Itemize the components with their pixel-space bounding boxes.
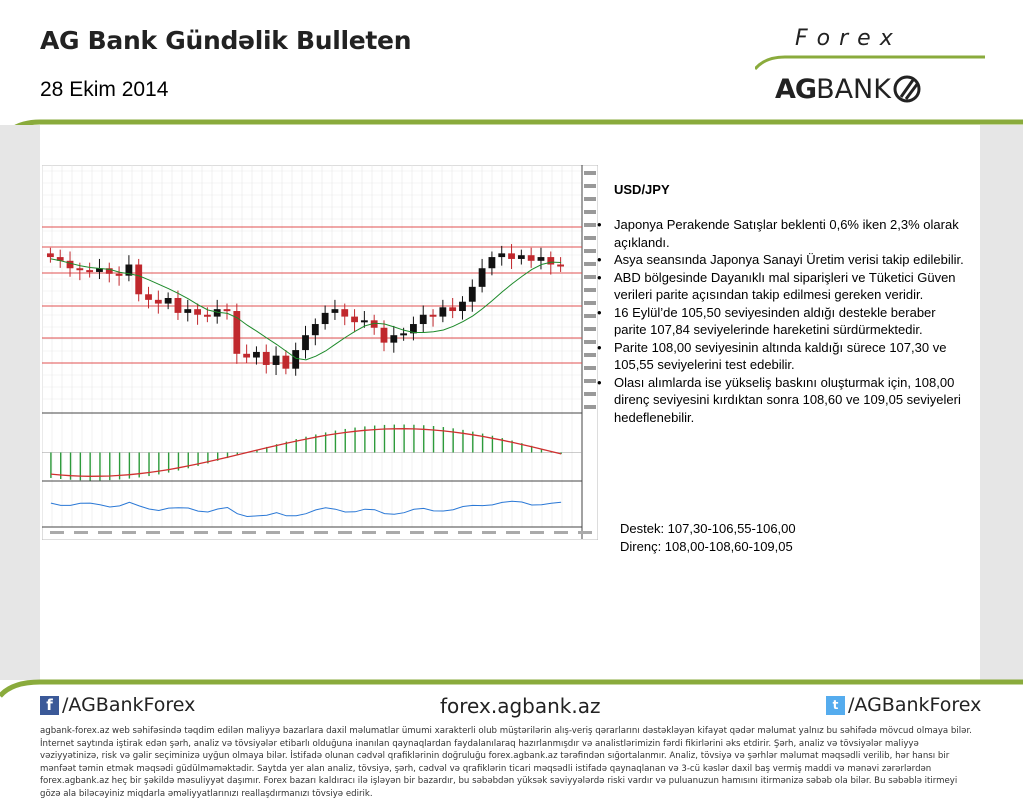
forex-label: Forex bbox=[795, 26, 902, 51]
date-tick-mark bbox=[578, 531, 592, 534]
bullet-text: 16 Eylül’de 105,50 seviyesinden aldığı destekle beraber parite 107,84 seviyelerinde hareketini sürdürmektedir. bbox=[614, 304, 936, 337]
candle-body bbox=[194, 309, 201, 315]
price-tick-mark bbox=[584, 340, 596, 344]
candle-body bbox=[67, 261, 74, 268]
currency-pair-heading: USD/JPY bbox=[614, 182, 670, 197]
candle-body bbox=[273, 356, 280, 365]
candle-body bbox=[263, 352, 270, 365]
candle-body bbox=[175, 298, 182, 313]
logo-ag: AG bbox=[775, 73, 817, 105]
candle-body bbox=[361, 320, 368, 322]
candle-body bbox=[547, 257, 554, 264]
candle-body bbox=[469, 287, 476, 302]
candle-body bbox=[420, 315, 427, 324]
date-tick-mark bbox=[146, 531, 160, 534]
price-tick-mark bbox=[584, 327, 596, 331]
date-tick-mark bbox=[194, 531, 208, 534]
date-tick-mark bbox=[170, 531, 184, 534]
date-tick-mark bbox=[482, 531, 496, 534]
date-tick-mark bbox=[434, 531, 448, 534]
candle-body bbox=[479, 268, 486, 287]
support-levels: Destek: 107,30-106,55-106,00 bbox=[620, 521, 796, 536]
candle-body bbox=[430, 315, 437, 317]
bullet-text: Japonya Perakende Satışlar beklenti 0,6% iken 2,3% olarak açıklandı. bbox=[614, 217, 959, 250]
price-tick-mark bbox=[584, 184, 596, 188]
candle-body bbox=[557, 265, 564, 267]
analysis-bullet-list bbox=[597, 216, 969, 426]
candle-body bbox=[76, 268, 83, 270]
price-tick-mark bbox=[584, 262, 596, 266]
header-accent-line bbox=[755, 54, 985, 70]
candle-body bbox=[489, 257, 496, 268]
date-tick-mark bbox=[530, 531, 544, 534]
date-tick-mark bbox=[338, 531, 352, 534]
price-tick-mark bbox=[584, 171, 596, 175]
bullet-text: ABD bölgesinde Dayanıklı mal siparişleri ve Tüketici Güven verileri parite açısından takip edilmesi gereken veridir. bbox=[614, 269, 956, 302]
left-margin bbox=[0, 125, 40, 680]
date-tick-mark bbox=[506, 531, 520, 534]
date-tick-mark bbox=[554, 531, 568, 534]
price-tick-mark bbox=[584, 249, 596, 253]
candle-body bbox=[518, 255, 525, 259]
candle-body bbox=[47, 253, 54, 257]
date-tick-mark bbox=[266, 531, 280, 534]
date-tick-mark bbox=[74, 531, 88, 534]
candle-body bbox=[459, 302, 466, 311]
support-resistance bbox=[620, 520, 796, 555]
price-tick-mark bbox=[584, 197, 596, 201]
bullet-dot: • bbox=[597, 217, 602, 232]
date-tick-mark bbox=[314, 531, 328, 534]
facebook-handle: /AGBankForex bbox=[62, 694, 196, 716]
twitter-handle: /AGBankForex bbox=[848, 694, 982, 716]
twitter-link[interactable] bbox=[826, 694, 981, 716]
candle-body bbox=[439, 307, 446, 316]
price-tick-mark bbox=[584, 366, 596, 370]
price-tick-mark bbox=[584, 236, 596, 240]
candle-body bbox=[351, 317, 358, 323]
candle-body bbox=[292, 350, 299, 369]
candle-body bbox=[204, 315, 211, 317]
bullet-dot: • bbox=[597, 374, 602, 390]
analysis-bullet bbox=[597, 304, 969, 339]
candle-body bbox=[528, 255, 535, 261]
date-tick-mark bbox=[218, 531, 232, 534]
candle-body bbox=[145, 294, 152, 300]
candle-body bbox=[381, 328, 388, 343]
analysis-bullet bbox=[597, 216, 969, 251]
resistance-levels: Direnç: 108,00-108,60-109,05 bbox=[620, 538, 793, 554]
candle-body bbox=[508, 253, 515, 259]
price-tick-mark bbox=[584, 301, 596, 305]
candle-body bbox=[253, 352, 260, 358]
date-tick-mark bbox=[98, 531, 112, 534]
agbank-logo bbox=[775, 72, 922, 106]
date-tick-mark bbox=[386, 531, 400, 534]
date-tick-mark bbox=[242, 531, 256, 534]
price-tick-mark bbox=[584, 405, 596, 409]
candle-body bbox=[498, 253, 505, 257]
logo-bank: BANK bbox=[816, 73, 891, 105]
candle-body bbox=[390, 335, 397, 342]
bulletin-date: 28 Ekim 2014 bbox=[40, 78, 169, 101]
candle-body bbox=[86, 270, 93, 272]
date-tick-mark bbox=[362, 531, 376, 534]
bullet-text: Parite 108,00 seviyesinin altında kaldığı sürece 107,30 ve 105,55 seviyelerini test edebilir. bbox=[614, 339, 947, 372]
usdjpy-chart bbox=[42, 165, 598, 540]
candle-body bbox=[155, 300, 162, 304]
date-tick-mark bbox=[458, 531, 472, 534]
bullet-text: Asya seansında Japonya Sanayi Üretim verisi takip edilebilir. bbox=[614, 252, 964, 267]
price-tick-mark bbox=[584, 392, 596, 396]
twitter-icon: t bbox=[826, 696, 845, 715]
date-tick-mark bbox=[290, 531, 304, 534]
candle-body bbox=[322, 313, 329, 324]
bullet-dot: • bbox=[597, 339, 602, 355]
candle-body bbox=[302, 335, 309, 350]
candle-body bbox=[538, 257, 545, 261]
candle-body bbox=[332, 309, 339, 313]
bulletin-title: AG Bank Gündəlik Bulleten bbox=[40, 26, 412, 55]
analysis-bullet bbox=[597, 339, 969, 374]
candle-body bbox=[135, 265, 142, 295]
analysis-bullet bbox=[597, 251, 969, 269]
analysis-bullet bbox=[597, 269, 969, 304]
price-tick-mark bbox=[584, 353, 596, 357]
right-margin bbox=[980, 125, 1023, 680]
price-tick-mark bbox=[584, 275, 596, 279]
price-tick-mark bbox=[584, 223, 596, 227]
disclaimer-text: agbank-forex.az web səhifəsində təqdim edilən maliyyə bazarlara daxil məlumatlar ümumi xarakterli olub müştərilərin alış-veriş qərarlarını dəstəkləyən kifayət qədər məlumat yalnız bu səhifədə mövcud olmaya bilər. İnternet saytında iştirak edən şərh, analiz və tövsiyələr etibarlı olduğuna inanılan qaynaqlardan faydalanılaraq hazırlanmışdır və analistlərimizin fərdi fikirlərini əks etdirir. Şərh, analiz və tövsiyələr maliyyə vəziyyətinizə, risk və gəlir seçiminizə uyğun olmaya bilər. İstifadə olunan cədvəl qrafiklərinin doğruluğu forex.agbank.az tərəfindən sığortalanmır. Analiz, tövsiyə və şərhlər məlumat məqsədli verilib, hər hansı bir mənfəət təmin etmək məqsədi güdülməməktədir. Saytda yer alan analiz, tövsiyə, şərh, cədvəl və qrafiklərin ticari məqsədli istifadə qaynaqlanan və 3-cü kəslər daxil baş vermiş maddi və mənəvi zərərlərdən forex.agbank.az heç bir şəkildə məsuliyyət daşımır. Forex bazarı kaldıracı ilə işləyən bir bazardır, bu səbəbdən yüksək səviyyələrdə riski vardır və puluanuzun hamısını itirmənizə səbəb ola bilər. Bu səbəblə itirmeyi gözə ala biləcəyiniz miqdarla əməliyyatlarınızı reallaşdırmanızı tövsiyə edirik. bbox=[40, 726, 972, 799]
analysis-bullet bbox=[597, 374, 969, 427]
price-tick-mark bbox=[584, 288, 596, 292]
candle-body bbox=[449, 307, 456, 311]
price-tick-mark bbox=[584, 210, 596, 214]
candle-body bbox=[400, 333, 407, 335]
website-link[interactable]: forex.agbank.az bbox=[440, 694, 601, 718]
date-tick-mark bbox=[122, 531, 136, 534]
candle-body bbox=[312, 324, 319, 335]
bullet-dot: • bbox=[597, 252, 602, 267]
bullet-dot: • bbox=[597, 269, 602, 285]
bullet-text: Olası alımlarda ise yükseliş baskını oluşturmak için, 108,00 direnç seviyesini kırdıktan sonra 108,60 ve 109,05 seviyeleri hedeflenebilir. bbox=[614, 374, 961, 425]
candle-body bbox=[282, 356, 289, 369]
candle-body bbox=[165, 298, 172, 304]
bullet-dot: • bbox=[597, 304, 602, 320]
chart-frame bbox=[42, 165, 598, 540]
agbank-emblem-icon bbox=[892, 74, 922, 104]
candle-body bbox=[224, 309, 231, 311]
candle-body bbox=[243, 354, 250, 358]
price-tick-mark bbox=[584, 379, 596, 383]
facebook-icon: f bbox=[40, 696, 59, 715]
candle-body bbox=[184, 309, 191, 313]
candle-body bbox=[341, 309, 348, 316]
candle-body bbox=[116, 274, 123, 276]
date-tick-mark bbox=[410, 531, 424, 534]
facebook-link[interactable] bbox=[40, 694, 195, 716]
date-tick-mark bbox=[50, 531, 64, 534]
price-tick-mark bbox=[584, 314, 596, 318]
